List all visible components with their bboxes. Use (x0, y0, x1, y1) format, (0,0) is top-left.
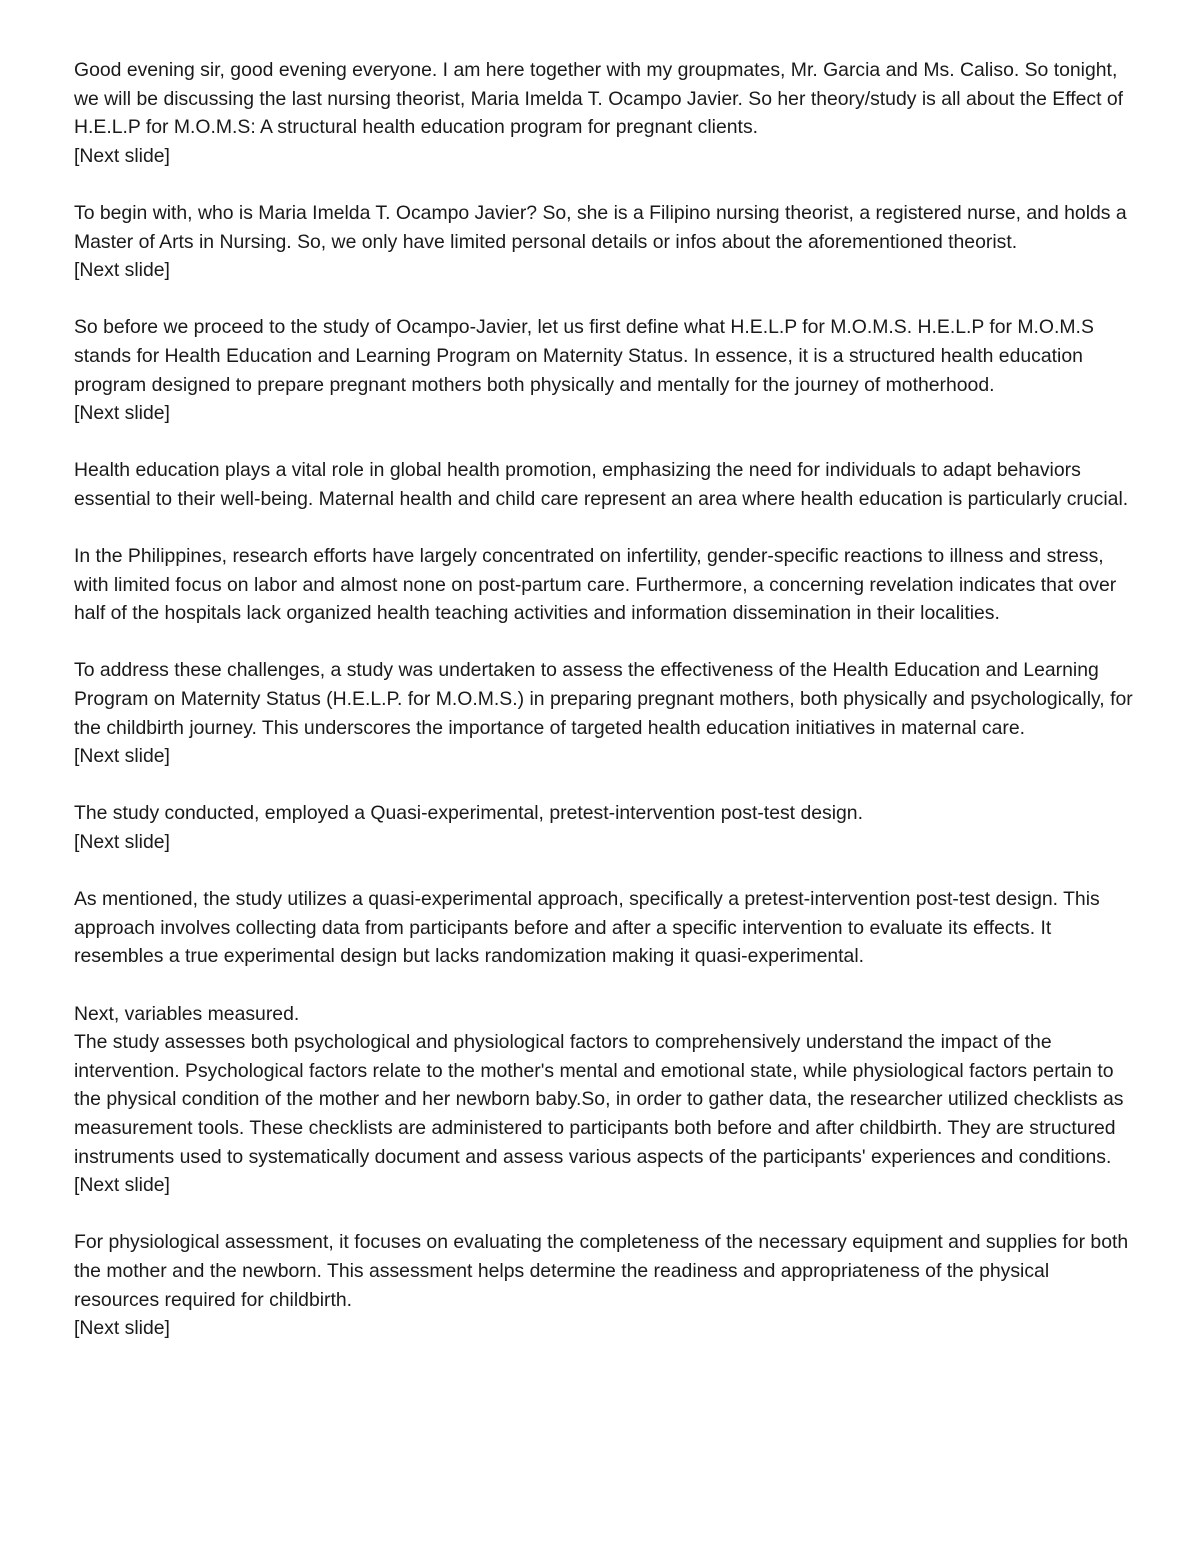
paragraph-help-for-moms-definition: So before we proceed to the study of Ocampo-Javier, let us first define what H.E.L.P for M.O.M.S. H.E.L.P for M.O.M.S stands for Health Education and Learning Program on Maternity Status. In essence, it is a structured health education program designed to prepare pregnant mothers both physically and mentally for the journey of motherhood. (74, 316, 1100, 396)
paragraph-theorist-profile: To begin with, who is Maria Imelda T. Ocampo Javier? So, she is a Filipino nursing theorist, a registered nurse, and holds a Master of Arts in Nursing. So, we only have limited personal details or infos about the aforementioned theorist. (74, 201, 1133, 253)
next-slide-marker: [Next slide] (74, 745, 170, 768)
paragraph-greeting: Good evening sir, good evening everyone. I am here together with my groupmates, Mr. Garcia and Ms. Caliso. So tonight, we will be discussing the last nursing theorist, Maria Imelda T. Ocampo Javier. So her theory/study is all about the Effect of H.E.L.P for M.O.M.S: A structural health education program for pregnant clients. (74, 59, 1129, 139)
paragraph-physiological-assessment: For physiological assessment, it focuses on evaluating the completeness of the necessary equipment and supplies for both the mother and the newborn. This assessment helps determine the readiness and appropriateness of the physical resources required for childbirth. (74, 1231, 1134, 1311)
section-variables-measured (74, 1000, 1134, 1200)
paragraph-variables-description: The study assesses both psychological and physiological factors to comprehensively understand the impact of the intervention. Psychological factors relate to the mother's mental and emotional state, while physiological factors pertain to the physical condition of the mother and her newborn baby.So, in order to gather data, the researcher utilized checklists as measurement tools. These checklists are administered to participants both before and after childbirth. They are structured instruments used to systematically document and assess various aspects of the participants' experiences and conditions. (74, 1031, 1129, 1168)
section-study-purpose (74, 656, 1139, 770)
section-introduction (74, 56, 1134, 170)
next-slide-marker: [Next slide] (74, 1317, 170, 1340)
section-help-for-moms-definition (74, 313, 1134, 427)
paragraph-study-design: The study conducted, employed a Quasi-experimental, pretest-intervention post-test design. (74, 802, 863, 825)
paragraph-health-education-role: Health education plays a vital role in global health promotion, emphasizing the need for individuals to adapt behaviors essential to their well-being. Maternal health and child care represent an area where health education is particularly crucial. (74, 459, 1129, 510)
next-slide-marker: [Next slide] (74, 831, 170, 854)
paragraph-philippines-research: In the Philippines, research efforts have largely concentrated on infertility, gender-specific reactions to illness and stress, with limited focus on labor and almost none on post-partum care. Furthermore, a concerning revelation indicates that over half of the hospitals lack organized health teaching activities and information dissemination in their localities. (74, 545, 1122, 625)
document-page (74, 56, 1139, 1371)
next-slide-marker: [Next slide] (74, 259, 170, 282)
paragraph-quasi-experimental-approach: As mentioned, the study utilizes a quasi-experimental approach, specifically a pretest-intervention post-test design. This approach involves collecting data from participants before and after a specific intervention to evaluate its effects. It resembles a true experimental design but lacks randomization making it quasi-experimental. (74, 888, 1106, 968)
section-philippines-research (74, 542, 1134, 628)
paragraph-variables-heading: Next, variables measured. (74, 1002, 300, 1025)
next-slide-marker: [Next slide] (74, 144, 170, 167)
section-theorist-profile (74, 199, 1134, 285)
next-slide-marker: [Next slide] (74, 402, 170, 425)
section-physiological-assessment (74, 1228, 1134, 1342)
paragraph-study-purpose: To address these challenges, a study was undertaken to assess the effectiveness of the Health Education and Learning Program on Maternity Status (H.E.L.P. for M.O.M.S.) in preparing pregnant mothers, both physically and psychologically, for the childbirth journey. This underscores the importance of targeted health education initiatives in maternal care. (74, 659, 1139, 739)
section-health-education-role (74, 456, 1134, 513)
section-quasi-experimental-approach (74, 885, 1134, 971)
next-slide-marker: [Next slide] (74, 1174, 170, 1197)
section-study-design (74, 799, 1134, 856)
